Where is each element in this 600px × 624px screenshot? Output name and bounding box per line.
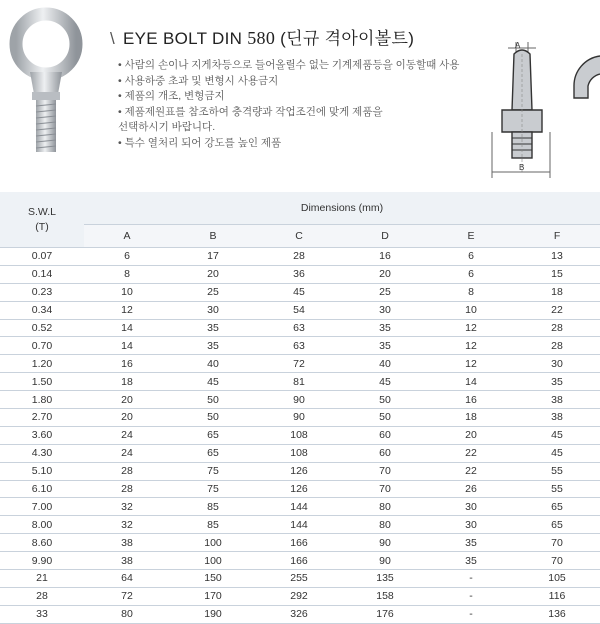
column-header-b: B bbox=[170, 225, 256, 248]
dimension-cell: 116 bbox=[514, 587, 600, 605]
note-item: • 사람의 손이나 지게차등으로 들어올릴수 없는 기계제품등을 이동할때 사용 bbox=[118, 59, 460, 71]
dimension-cell: 90 bbox=[256, 391, 342, 409]
dimension-cell: 54 bbox=[256, 301, 342, 319]
dimension-cell: 38 bbox=[84, 534, 170, 552]
dimension-cell: 65 bbox=[170, 426, 256, 444]
table-row bbox=[0, 337, 600, 355]
dimension-cell: 170 bbox=[170, 587, 256, 605]
column-header-a: A bbox=[84, 225, 170, 248]
table-row bbox=[0, 480, 600, 498]
swl-cell: 0.23 bbox=[0, 283, 84, 301]
dimension-cell: 108 bbox=[256, 426, 342, 444]
column-header-e: E bbox=[428, 225, 514, 248]
dimension-cell: 50 bbox=[170, 391, 256, 409]
dimension-cell: 108 bbox=[256, 444, 342, 462]
dimension-cell: 166 bbox=[256, 552, 342, 570]
note-item: 선택하시기 바랍니다. bbox=[118, 121, 216, 133]
dimension-cell: 8 bbox=[84, 265, 170, 283]
dimension-cell: 14 bbox=[84, 337, 170, 355]
dimension-cell: 50 bbox=[342, 409, 428, 427]
dimension-cell: - bbox=[428, 570, 514, 588]
dimension-cell: 144 bbox=[256, 516, 342, 534]
dimension-cell: 18 bbox=[428, 409, 514, 427]
swl-cell: 4.30 bbox=[0, 444, 84, 462]
dimension-cell: 35 bbox=[514, 373, 600, 391]
table-row bbox=[0, 516, 600, 534]
swl-cell: 28 bbox=[0, 587, 84, 605]
dimension-cell: 22 bbox=[428, 462, 514, 480]
dimension-cell: 16 bbox=[342, 248, 428, 266]
swl-header bbox=[0, 192, 84, 248]
dimension-cell: 20 bbox=[428, 426, 514, 444]
dimension-cell: 126 bbox=[256, 462, 342, 480]
dimension-cell: 20 bbox=[84, 409, 170, 427]
dimension-cell: 63 bbox=[256, 319, 342, 337]
dimension-cell: 24 bbox=[84, 426, 170, 444]
table-row bbox=[0, 552, 600, 570]
note-item: • 제품제원표를 참조하여 충격량과 작업조건에 맞게 제품을 bbox=[118, 105, 383, 118]
dimension-cell: 65 bbox=[170, 444, 256, 462]
column-header-row bbox=[0, 225, 600, 248]
dimension-cell: 30 bbox=[428, 498, 514, 516]
table-row bbox=[0, 355, 600, 373]
dimension-cell: 65 bbox=[514, 498, 600, 516]
dimension-cell: 10 bbox=[84, 283, 170, 301]
table-row bbox=[0, 409, 600, 427]
dimension-cell: 60 bbox=[342, 426, 428, 444]
dimension-cell: 63 bbox=[256, 337, 342, 355]
dimension-cell: 38 bbox=[514, 409, 600, 427]
dimension-cell: 20 bbox=[342, 265, 428, 283]
table-row bbox=[0, 265, 600, 283]
dimension-cell: 10 bbox=[428, 301, 514, 319]
usage-notes bbox=[118, 58, 459, 151]
dimension-cell: 8 bbox=[428, 283, 514, 301]
title-main: EYE BOLT DIN bbox=[123, 29, 243, 48]
dimension-cell: 136 bbox=[514, 605, 600, 623]
dimension-cell: 32 bbox=[84, 516, 170, 534]
swl-cell: 1.80 bbox=[0, 391, 84, 409]
swl-cell: 6.10 bbox=[0, 480, 84, 498]
dimension-cell: 14 bbox=[84, 319, 170, 337]
dimension-cell: 32 bbox=[84, 498, 170, 516]
table-row bbox=[0, 373, 600, 391]
dimension-cell: 18 bbox=[514, 283, 600, 301]
dimension-cell: 166 bbox=[256, 534, 342, 552]
dimension-cell: 45 bbox=[514, 444, 600, 462]
dimension-cell: - bbox=[428, 605, 514, 623]
swl-cell: 0.14 bbox=[0, 265, 84, 283]
dimension-cell: 126 bbox=[256, 480, 342, 498]
dimension-cell: 45 bbox=[342, 373, 428, 391]
dimension-cell: 90 bbox=[342, 552, 428, 570]
dimension-cell: 13 bbox=[514, 248, 600, 266]
dimension-cell: 100 bbox=[170, 534, 256, 552]
swl-cell: 3.60 bbox=[0, 426, 84, 444]
dimension-cell: 292 bbox=[256, 587, 342, 605]
dimension-cell: 25 bbox=[342, 283, 428, 301]
dimension-cell: 144 bbox=[256, 498, 342, 516]
title-slash: \ bbox=[110, 29, 116, 48]
dimension-cell: 24 bbox=[84, 444, 170, 462]
swl-label: S.W.L bbox=[27, 205, 56, 218]
swl-cell: 8.00 bbox=[0, 516, 84, 534]
dimension-cell: 6 bbox=[84, 248, 170, 266]
dimension-cell: 17 bbox=[170, 248, 256, 266]
dimension-cell: 12 bbox=[428, 337, 514, 355]
dimension-cell: 50 bbox=[342, 391, 428, 409]
swl-cell: 2.70 bbox=[0, 409, 84, 427]
swl-cell: 0.52 bbox=[0, 319, 84, 337]
swl-cell: 7.00 bbox=[0, 498, 84, 516]
dimension-cell: 55 bbox=[514, 462, 600, 480]
dimension-cell: 6 bbox=[428, 265, 514, 283]
swl-cell: 0.70 bbox=[0, 337, 84, 355]
dimension-cell: 28 bbox=[514, 337, 600, 355]
dimension-cell: 50 bbox=[170, 409, 256, 427]
dimension-cell: 35 bbox=[428, 534, 514, 552]
swl-cell: 1.50 bbox=[0, 373, 84, 391]
dimension-cell: 14 bbox=[428, 373, 514, 391]
dimension-cell: 35 bbox=[342, 319, 428, 337]
table-body bbox=[0, 248, 600, 624]
dimension-cell: 28 bbox=[256, 248, 342, 266]
diagram-label-a: A bbox=[515, 41, 521, 50]
dimension-cell: 176 bbox=[342, 605, 428, 623]
table-row bbox=[0, 301, 600, 319]
table-row bbox=[0, 498, 600, 516]
dimension-cell: 105 bbox=[514, 570, 600, 588]
dimension-cell: 22 bbox=[514, 301, 600, 319]
dimension-cell: 70 bbox=[342, 480, 428, 498]
table-row bbox=[0, 462, 600, 480]
diagram-label-b: B bbox=[519, 163, 525, 172]
dimension-cell: 20 bbox=[84, 391, 170, 409]
dimension-cell: 30 bbox=[514, 355, 600, 373]
dimension-cell: 12 bbox=[428, 355, 514, 373]
dimension-cell: 45 bbox=[514, 426, 600, 444]
dimension-cell: 28 bbox=[84, 462, 170, 480]
dimension-cell: 255 bbox=[256, 570, 342, 588]
dimension-cell: 45 bbox=[170, 373, 256, 391]
table-row bbox=[0, 534, 600, 552]
dimension-cell: 16 bbox=[428, 391, 514, 409]
table-row bbox=[0, 248, 600, 266]
specification-table bbox=[0, 192, 600, 624]
dimension-cell: 55 bbox=[514, 480, 600, 498]
swl-cell: 9.90 bbox=[0, 552, 84, 570]
dimension-cell: 36 bbox=[256, 265, 342, 283]
dimension-cell: 81 bbox=[256, 373, 342, 391]
dimension-cell: 38 bbox=[514, 391, 600, 409]
dimension-cell: 35 bbox=[170, 337, 256, 355]
dimensions-header: Dimensions (mm) bbox=[84, 192, 600, 225]
dimension-cell: 15 bbox=[514, 265, 600, 283]
dimension-cell: 85 bbox=[170, 516, 256, 534]
dimension-cell: 326 bbox=[256, 605, 342, 623]
swl-cell: 21 bbox=[0, 570, 84, 588]
dimension-cell: 25 bbox=[170, 283, 256, 301]
table-row bbox=[0, 391, 600, 409]
title-code: 580 bbox=[247, 28, 276, 48]
dimension-cell: 85 bbox=[170, 498, 256, 516]
dimension-cell: 40 bbox=[170, 355, 256, 373]
dimension-cell: 100 bbox=[170, 552, 256, 570]
product-header bbox=[0, 0, 600, 192]
dimension-cell: 6 bbox=[428, 248, 514, 266]
dimension-cell: 80 bbox=[342, 516, 428, 534]
dimension-cell: 158 bbox=[342, 587, 428, 605]
note-item: • 특수 열처리 되어 강도를 높인 제품 bbox=[118, 136, 282, 149]
dimension-cell: 12 bbox=[428, 319, 514, 337]
dimension-cell: 64 bbox=[84, 570, 170, 588]
table-row bbox=[0, 426, 600, 444]
dimension-cell: 26 bbox=[428, 480, 514, 498]
dimension-cell: 28 bbox=[84, 480, 170, 498]
swl-cell: 33 bbox=[0, 605, 84, 623]
dimension-cell: 90 bbox=[256, 409, 342, 427]
dimension-cell: 12 bbox=[84, 301, 170, 319]
eye-bolt-photo bbox=[8, 6, 84, 156]
dimension-cell: 35 bbox=[342, 337, 428, 355]
dimension-cell: 75 bbox=[170, 480, 256, 498]
dimension-cell: 70 bbox=[514, 552, 600, 570]
note-item: • 제품의 개조, 변형금지 bbox=[118, 90, 225, 102]
dimension-cell: 80 bbox=[342, 498, 428, 516]
dimension-cell: 40 bbox=[342, 355, 428, 373]
dimension-cell: 72 bbox=[84, 587, 170, 605]
dimension-cell: 190 bbox=[170, 605, 256, 623]
dimension-cell: - bbox=[428, 587, 514, 605]
dimension-cell: 135 bbox=[342, 570, 428, 588]
dimension-cell: 28 bbox=[514, 319, 600, 337]
swl-cell: 8.60 bbox=[0, 534, 84, 552]
dimension-cell: 45 bbox=[256, 283, 342, 301]
swl-cell: 0.07 bbox=[0, 248, 84, 266]
dimension-cell: 22 bbox=[428, 444, 514, 462]
dimension-cell: 70 bbox=[342, 462, 428, 480]
dimension-cell: 35 bbox=[428, 552, 514, 570]
dimension-cell: 16 bbox=[84, 355, 170, 373]
table-row bbox=[0, 319, 600, 337]
swl-unit: (T) bbox=[35, 220, 49, 233]
dimension-cell: 30 bbox=[170, 301, 256, 319]
column-header-c: C bbox=[256, 225, 342, 248]
dimension-cell: 18 bbox=[84, 373, 170, 391]
dimension-cell: 35 bbox=[170, 319, 256, 337]
table-row bbox=[0, 605, 600, 623]
title-korean: (딘규 격아이볼트) bbox=[280, 29, 415, 48]
table-row bbox=[0, 283, 600, 301]
dimension-cell: 90 bbox=[342, 534, 428, 552]
dimension-cell: 75 bbox=[170, 462, 256, 480]
dimension-diagram bbox=[488, 34, 600, 182]
dimension-cell: 65 bbox=[514, 516, 600, 534]
table-row bbox=[0, 587, 600, 605]
dimension-cell: 80 bbox=[84, 605, 170, 623]
swl-cell: 0.34 bbox=[0, 301, 84, 319]
note-item: • 사용하중 초과 및 변형시 사용금지 bbox=[118, 74, 279, 87]
column-header-d: D bbox=[342, 225, 428, 248]
dimension-cell: 30 bbox=[428, 516, 514, 534]
swl-cell: 5.10 bbox=[0, 462, 84, 480]
dimension-cell: 30 bbox=[342, 301, 428, 319]
dimension-cell: 60 bbox=[342, 444, 428, 462]
table-row bbox=[0, 444, 600, 462]
dimension-cell: 150 bbox=[170, 570, 256, 588]
page-title bbox=[110, 24, 414, 49]
dimension-cell: 70 bbox=[514, 534, 600, 552]
swl-cell: 1.20 bbox=[0, 355, 84, 373]
dimension-cell: 20 bbox=[170, 265, 256, 283]
table-row bbox=[0, 570, 600, 588]
dimension-cell: 72 bbox=[256, 355, 342, 373]
column-header-f: F bbox=[514, 225, 600, 248]
dimension-cell: 38 bbox=[84, 552, 170, 570]
